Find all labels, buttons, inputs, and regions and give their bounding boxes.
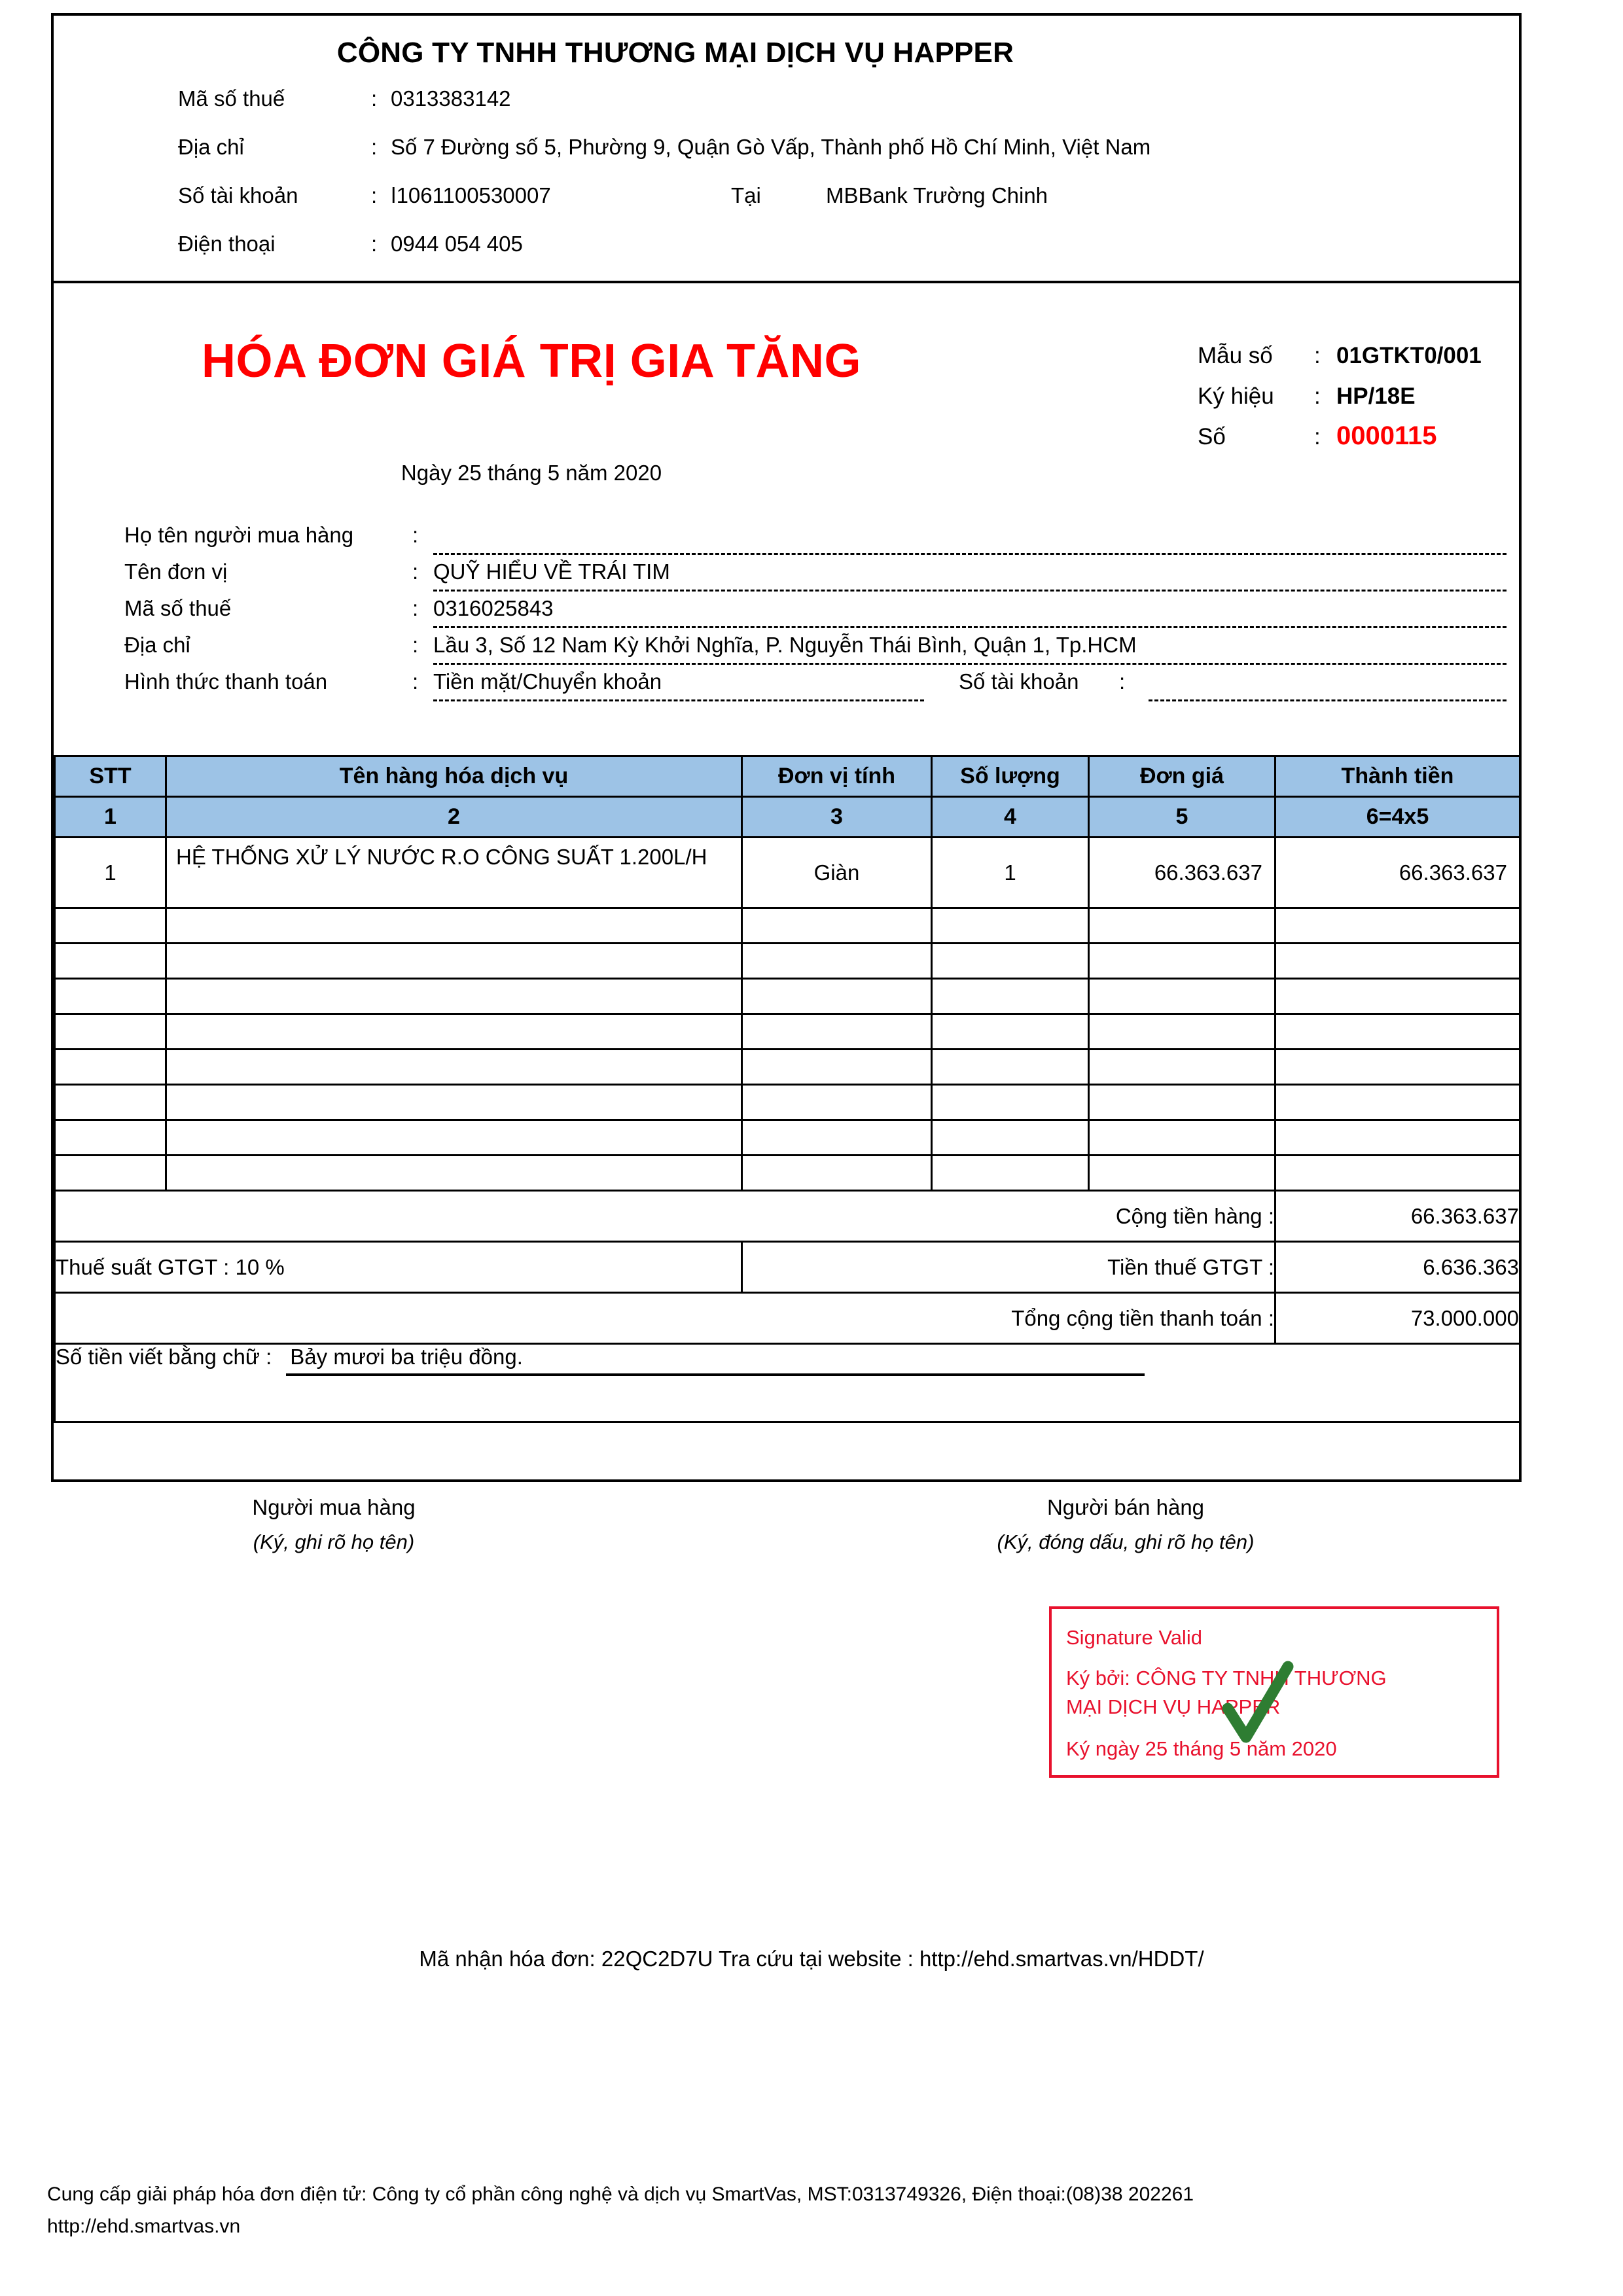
signature-signed-date: Ký ngày 25 tháng 5 năm 2020 (1066, 1737, 1337, 1761)
seller-bank-at-label: Tại (731, 183, 761, 207)
provider-footer (47, 2179, 1194, 2242)
signature-status: Signature Valid (1066, 1626, 1202, 1649)
row-unit: Giàn (742, 838, 932, 908)
col-header-price: Đơn giá (1089, 756, 1275, 797)
buyer-payment-label: Hình thức thanh toán (124, 669, 328, 694)
buyer-unit-underline (433, 590, 1507, 592)
buyer-unit-row (72, 559, 1499, 596)
items-colnum-row (55, 797, 1520, 838)
buyer-unit-value: QUỸ HIỂU VỀ TRÁI TIM (433, 559, 670, 584)
table-row-blank (55, 944, 1520, 979)
buyer-tax-colon: : (412, 596, 419, 620)
amount-in-words-value: Bảy mươi ba triệu đồng. (286, 1345, 1145, 1376)
table-row-blank (55, 1120, 1520, 1156)
tax-amount-value: 6.636.363 (1275, 1242, 1520, 1293)
buyer-address-row (72, 633, 1499, 669)
row-qty: 1 (932, 838, 1089, 908)
seller-signature-sub: (Ký, đóng dấu, ghi rõ họ tên) (997, 1530, 1255, 1553)
meta-form-colon: : (1314, 343, 1321, 368)
table-row-blank (55, 908, 1520, 944)
seller-address-value: Số 7 Đường số 5, Phường 9, Quận Gò Vấp, Thành phố Hồ Chí Minh, Việt Nam (391, 135, 1151, 159)
seller-signature-title: Người bán hàng (1046, 1495, 1205, 1519)
buyer-payment-colon: : (412, 669, 419, 694)
table-row-blank (55, 1050, 1520, 1085)
grand-total-row (55, 1293, 1520, 1344)
seller-account-value: ǀ1061100530007 (391, 183, 551, 207)
buyer-address-value: Lầu 3, Số 12 Nam Kỳ Khởi Nghĩa, P. Nguyễn Thái Bình, Quận 1, Tp.HCM (433, 633, 1137, 657)
buyer-tax-underline (433, 626, 1507, 628)
col-header-name: Tên hàng hóa dịch vụ (166, 756, 742, 797)
buyer-signature-sub: (Ký, ghi rõ họ tên) (253, 1530, 415, 1553)
grand-total-label: Tổng cộng tiền thanh toán : (55, 1293, 1275, 1344)
buyer-name-row (72, 523, 1499, 559)
seller-account-colon: : (371, 183, 378, 207)
meta-serial-label: Ký hiệu (1198, 383, 1274, 409)
col-header-amount: Thành tiền (1275, 756, 1520, 797)
buyer-unit-label: Tên đơn vị (124, 559, 228, 584)
buyer-name-label: Họ tên người mua hàng (124, 523, 354, 547)
col-header-unit: Đơn vị tính (742, 756, 932, 797)
meta-serial-colon: : (1314, 383, 1321, 409)
provider-line-2: http://ehd.smartvas.vn (47, 2215, 241, 2237)
buyer-bankaccount-colon: : (1119, 669, 1126, 694)
seller-company-name: CÔNG TY TNHH THƯƠNG MẠI DỊCH VỤ HAPPER (336, 37, 1014, 69)
buyer-bankaccount-label: Số tài khoản (959, 669, 1079, 694)
row-stt: 1 (55, 838, 166, 908)
buyer-signature-title: Người mua hàng (252, 1495, 416, 1519)
buyer-payment-row (72, 669, 1499, 706)
signature-signed-by-line1: Ký bởi: CÔNG TY TNHH THƯƠNG (1066, 1667, 1387, 1690)
row-name: HỆ THỐNG XỬ LÝ NƯỚC R.O CÔNG SUẤT 1.200L/H (166, 838, 742, 908)
col-header-qty: Số lượng (932, 756, 1089, 797)
tax-rate-label: Thuế suất GTGT : 10 % (55, 1242, 742, 1293)
row-price: 66.363.637 (1089, 838, 1275, 908)
buyer-signature-block (98, 1495, 569, 1554)
invoice-date: Ngày 25 tháng 5 năm 2020 (401, 461, 662, 485)
col-num-1: 1 (55, 797, 166, 838)
header-divider (54, 281, 1519, 283)
buyer-address-underline (433, 663, 1507, 665)
col-num-4: 4 (932, 797, 1089, 838)
buyer-payment-underline (433, 699, 924, 701)
buyer-unit-colon: : (412, 559, 419, 584)
items-table (54, 755, 1521, 1423)
amount-in-words-row (55, 1344, 1520, 1422)
meta-serial-value: HP/18E (1336, 383, 1416, 409)
table-row-blank (55, 1014, 1520, 1050)
seller-phone-colon: : (371, 232, 378, 256)
digital-signature-stamp (1049, 1606, 1499, 1778)
seller-address-label: Địa chỉ (178, 135, 244, 159)
buyer-tax-label: Mã số thuế (124, 596, 232, 620)
seller-tax-colon: : (371, 86, 378, 111)
amount-in-words-cell (55, 1344, 1520, 1422)
invoice-lookup-code: Mã nhận hóa đơn: 22QC2D7U Tra cứu tại website : http://ehd.smartvas.vn/HDDT/ (419, 1947, 1204, 1971)
meta-form-value: 01GTKT0/001 (1336, 343, 1482, 368)
col-num-6: 6=4x5 (1275, 797, 1520, 838)
meta-form-label: Mẫu số (1198, 343, 1273, 368)
table-row (55, 838, 1520, 908)
col-num-5: 5 (1089, 797, 1275, 838)
tax-amount-label: Tiền thuế GTGT : (742, 1242, 1275, 1293)
buyer-address-label: Địa chỉ (124, 633, 190, 657)
table-row-blank (55, 1085, 1520, 1120)
seller-phone-label: Điện thoại (178, 232, 276, 256)
row-amount: 66.363.637 (1275, 838, 1520, 908)
provider-line-1: Cung cấp giải pháp hóa đơn điện tử: Công ty cổ phần công nghệ và dịch vụ SmartVas, MST:0313749326, Điện thoại:(08)38 202261 (47, 2183, 1194, 2205)
table-row-blank (55, 979, 1520, 1014)
seller-account-label: Số tài khoản (178, 183, 298, 207)
buyer-payment-value: Tiền mặt/Chuyển khoản (433, 669, 662, 694)
meta-number-value: 0000115 (1336, 421, 1437, 450)
tax-row (55, 1242, 1520, 1293)
col-header-stt: STT (55, 756, 166, 797)
seller-bank-value: MBBank Trường Chinh (826, 183, 1048, 207)
meta-number-colon: : (1314, 424, 1321, 450)
buyer-tax-row (72, 596, 1499, 633)
seller-signature-block (890, 1495, 1361, 1554)
buyer-info (72, 523, 1499, 706)
amount-in-words-label: Số tiền viết bằng chữ : (56, 1345, 272, 1369)
seller-phone-value: 0944 054 405 (391, 232, 523, 256)
signature-signed-by-line2: MẠI DỊCH VỤ HAPPER (1066, 1695, 1281, 1719)
grand-total-value: 73.000.000 (1275, 1293, 1520, 1344)
buyer-name-colon: : (412, 523, 419, 547)
items-header-row (55, 756, 1520, 797)
col-num-3: 3 (742, 797, 932, 838)
subtotal-label: Cộng tiền hàng : (55, 1191, 1275, 1242)
buyer-address-colon: : (412, 633, 419, 657)
meta-number-label: Số (1198, 424, 1226, 450)
subtotal-value: 66.363.637 (1275, 1191, 1520, 1242)
seller-tax-label: Mã số thuế (178, 86, 285, 111)
buyer-bankaccount-underline (1149, 699, 1507, 701)
seller-tax-value: 0313383142 (391, 86, 511, 111)
col-num-2: 2 (166, 797, 742, 838)
subtotal-row (55, 1191, 1520, 1242)
table-row-blank (55, 1156, 1520, 1191)
seller-address-colon: : (371, 135, 378, 159)
page-title: HÓA ĐƠN GIÁ TRỊ GIA TĂNG (201, 335, 862, 387)
buyer-tax-value: 0316025843 (433, 596, 554, 620)
invoice-frame (51, 13, 1522, 1482)
buyer-name-underline (433, 553, 1507, 555)
